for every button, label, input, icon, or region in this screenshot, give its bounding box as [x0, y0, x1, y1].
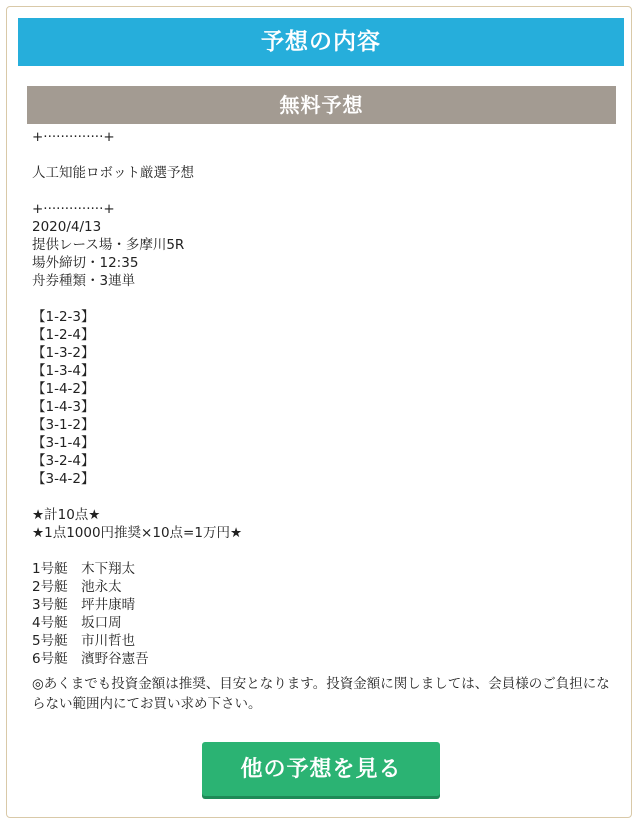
blank-line	[32, 290, 612, 308]
divider-line: +··············+	[32, 129, 115, 145]
investment-note: ◎あくまでも投資金額は推奨、目安となります。投資金額に関しましては、会員様のご負担にならない範囲内にてお買い求め下さい。	[32, 676, 610, 712]
combination-item: 【3-1-4】	[32, 435, 95, 451]
ticket-type: 舟券種類・3連単	[32, 273, 136, 289]
total-points: ★計10点★	[32, 507, 101, 523]
section-title: 無料予想	[27, 86, 616, 124]
page-title: 予想の内容	[18, 18, 624, 66]
divider-line: +··············+	[32, 201, 115, 217]
race-date: 2020/4/13	[32, 219, 102, 235]
combination-item: 【3-4-2】	[32, 471, 95, 487]
racer-entry: 2号艇 池永太	[32, 579, 122, 595]
racer-entry: 5号艇 市川哲也	[32, 633, 136, 649]
racer-entry: 6号艇 濱野谷憲吾	[32, 651, 149, 667]
combination-item: 【1-3-4】	[32, 363, 95, 379]
race-deadline: 場外締切・12:35	[32, 255, 139, 271]
combination-item: 【1-2-3】	[32, 309, 95, 325]
prediction-heading: 人工知能ロボット厳選予想	[32, 165, 194, 181]
blank-line	[32, 542, 612, 560]
blank-line	[32, 488, 612, 506]
view-other-predictions-button[interactable]: 他の予想を見る	[202, 742, 440, 796]
racer-entry: 3号艇 坪井康晴	[32, 597, 136, 613]
racer-entry: 1号艇 木下翔太	[32, 561, 136, 577]
recommended-amount: ★1点1000円推奨×10点=1万円★	[32, 525, 243, 541]
racer-entry: 4号艇 坂口周	[32, 615, 122, 631]
blank-line	[32, 182, 612, 200]
prediction-content	[32, 128, 612, 714]
combination-item: 【1-4-3】	[32, 399, 95, 415]
combination-item: 【1-2-4】	[32, 327, 95, 343]
blank-line	[32, 146, 612, 164]
race-venue: 提供レース場・多摩川5R	[32, 237, 185, 253]
combination-item: 【3-2-4】	[32, 453, 95, 469]
combination-item: 【3-1-2】	[32, 417, 95, 433]
combination-item: 【1-3-2】	[32, 345, 95, 361]
combination-item: 【1-4-2】	[32, 381, 95, 397]
